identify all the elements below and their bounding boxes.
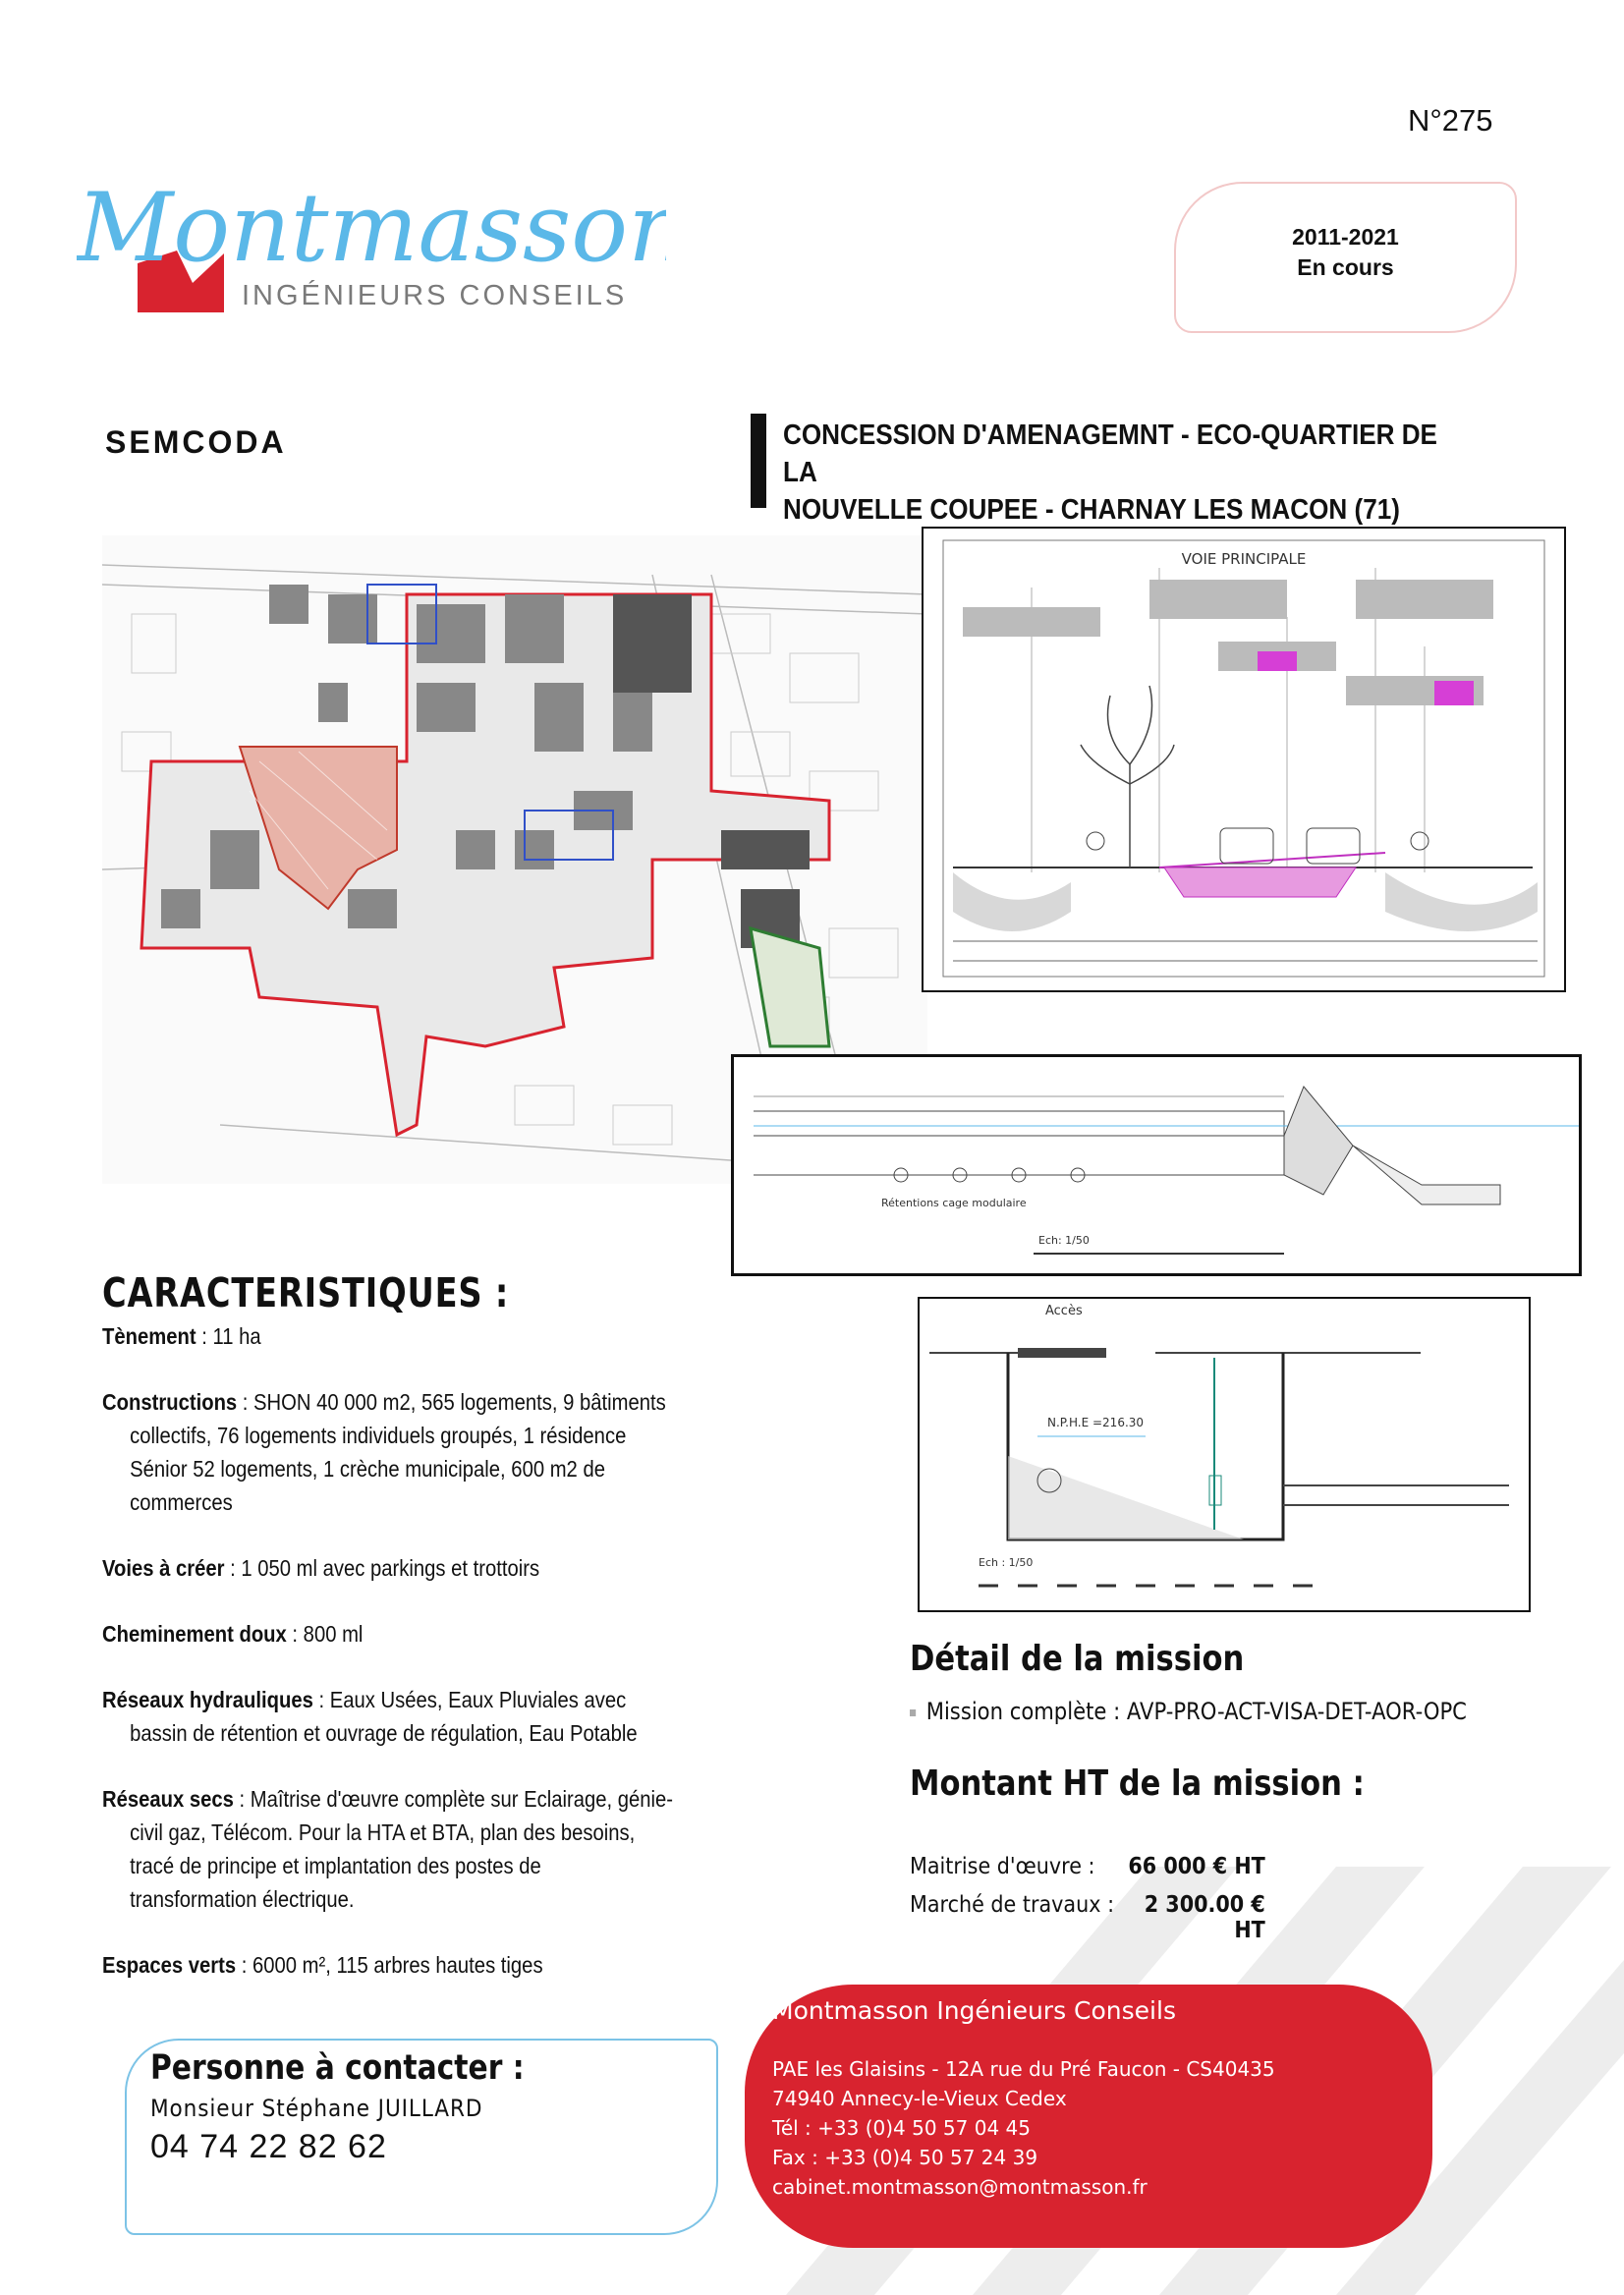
client-name: SEMCODA bbox=[105, 424, 287, 460]
characteristic-continuation: commerces bbox=[130, 1489, 233, 1515]
contact-name: Monsieur Stéphane JUILLARD bbox=[150, 2095, 483, 2122]
profile-title: VOIE PRINCIPALE bbox=[1181, 550, 1307, 568]
project-title-line2: NOUVELLE COUPEE - CHARNAY LES MACON (71) bbox=[783, 494, 1400, 526]
characteristic-continuation: Sénior 52 logements, 1 crèche municipale, 600 m2 de bbox=[130, 1456, 605, 1482]
company-address-line2: 74940 Annecy-le-Vieux Cedex bbox=[772, 2087, 1067, 2110]
amount-label: Marché de travaux : bbox=[910, 1892, 1115, 1918]
company-phone[interactable]: Tél : +33 (0)4 50 57 04 45 bbox=[772, 2116, 1031, 2140]
characteristic-item bbox=[102, 1319, 785, 1353]
regulation-structure-drawing bbox=[918, 1297, 1531, 1612]
characteristics-title: CARACTERISTIQUES : bbox=[102, 1269, 510, 1316]
characteristic-continuation: transformation électrique. bbox=[130, 1886, 355, 1912]
mission-title: Détail de la mission bbox=[910, 1639, 1245, 1679]
characteristic-item bbox=[102, 1782, 785, 1916]
company-email-link[interactable]: cabinet.montmasson@montmasson.fr bbox=[772, 2175, 1148, 2199]
characteristic-value: : Eaux Usées, Eaux Pluviales avec bbox=[312, 1687, 627, 1712]
project-title bbox=[783, 417, 1473, 529]
logo-graphic bbox=[77, 167, 666, 314]
regulation-scale: Ech : 1/50 bbox=[979, 1556, 1034, 1569]
characteristic-label: Réseaux hydrauliques bbox=[102, 1687, 313, 1712]
regulation-level: N.P.H.E =216.30 bbox=[1047, 1416, 1145, 1429]
characteristic-value: : SHON 40 000 m2, 565 logements, 9 bâtiments bbox=[237, 1389, 666, 1415]
characteristic-value: : 800 ml bbox=[286, 1621, 364, 1647]
regulation-access: Accès bbox=[1045, 1304, 1083, 1318]
road-profile-drawing bbox=[922, 527, 1566, 992]
amount-title: Montant HT de la mission : bbox=[910, 1763, 1365, 1804]
characteristic-label: Cheminement doux bbox=[102, 1621, 287, 1647]
characteristic-label: Espaces verts bbox=[102, 1952, 237, 1978]
characteristic-item bbox=[102, 1385, 785, 1519]
project-title-line1: CONCESSION D'AMENAGEMNT - ECO-QUARTIER DE LA bbox=[783, 420, 1437, 488]
characteristic-value: : 1 050 ml avec parkings et trottoirs bbox=[224, 1555, 540, 1581]
amount-label: Maitrise d'œuvre : bbox=[910, 1854, 1095, 1879]
sheet-number: N°275 bbox=[1408, 103, 1493, 138]
characteristic-value: : Maîtrise d'œuvre complète sur Eclairage, génie- bbox=[233, 1786, 674, 1812]
logo-subtitle: INGÉNIEURS CONSEILS bbox=[242, 280, 628, 311]
amount-value: 66 000 € HT bbox=[1128, 1854, 1265, 1879]
characteristic-continuation: civil gaz, Télécom. Pour la HTA et BTA, plan des besoins, bbox=[130, 1819, 636, 1845]
project-period: 2011-2021 bbox=[1292, 224, 1399, 250]
characteristic-continuation: bassin de rétention et ouvrage de régulation, Eau Potable bbox=[130, 1720, 638, 1746]
characteristic-item bbox=[102, 1683, 785, 1750]
characteristics-list bbox=[102, 1319, 790, 2014]
contact-title: Personne à contacter : bbox=[150, 2048, 525, 2088]
company-contact-block bbox=[745, 1985, 1432, 2248]
title-accent-bar bbox=[751, 414, 766, 508]
company-name: Montmasson Ingénieurs Conseils bbox=[772, 1996, 1176, 2025]
characteristic-label: Voies à créer bbox=[102, 1555, 225, 1581]
characteristic-item bbox=[102, 1551, 785, 1585]
amount-row bbox=[910, 1854, 1370, 1879]
basin-label: Rétentions cage modulaire bbox=[881, 1197, 1027, 1209]
mission-detail-text: Mission complète : AVP-PRO-ACT-VISA-DET-AOR-OPC bbox=[925, 1698, 1467, 1725]
company-logo bbox=[77, 167, 666, 314]
company-address-line1: PAE les Glaisins - 12A rue du Pré Faucon - CS40435 bbox=[772, 2057, 1275, 2081]
characteristic-item bbox=[102, 1617, 785, 1651]
characteristic-label: Constructions bbox=[102, 1389, 238, 1415]
characteristic-continuation: tracé de principe et implantation des postes de bbox=[130, 1853, 541, 1878]
amount-row bbox=[910, 1892, 1370, 1943]
characteristic-label: Tènement bbox=[102, 1323, 196, 1349]
basin-section-drawing bbox=[731, 1054, 1582, 1276]
amount-value: 2 300.00 € HT bbox=[1144, 1892, 1265, 1943]
characteristic-item bbox=[102, 1948, 785, 1982]
characteristic-label: Réseaux secs bbox=[102, 1786, 234, 1812]
contact-phone[interactable]: 04 74 22 82 62 bbox=[150, 2128, 387, 2165]
characteristic-value: : 6000 m², 115 arbres hautes tiges bbox=[236, 1952, 543, 1978]
basin-scale: Ech: 1/50 bbox=[1038, 1234, 1090, 1247]
company-fax: Fax : +33 (0)4 50 57 24 39 bbox=[772, 2146, 1038, 2169]
logo-wordmark: Montmasson bbox=[77, 173, 666, 283]
mission-detail bbox=[910, 1698, 1467, 1725]
characteristic-continuation: collectifs, 76 logements individuels groupés, 1 résidence bbox=[130, 1423, 627, 1448]
project-dates-box bbox=[1174, 182, 1517, 333]
bullet-icon bbox=[910, 1709, 916, 1716]
project-status: En cours bbox=[1297, 254, 1394, 280]
characteristic-value: : 11 ha bbox=[196, 1323, 261, 1349]
